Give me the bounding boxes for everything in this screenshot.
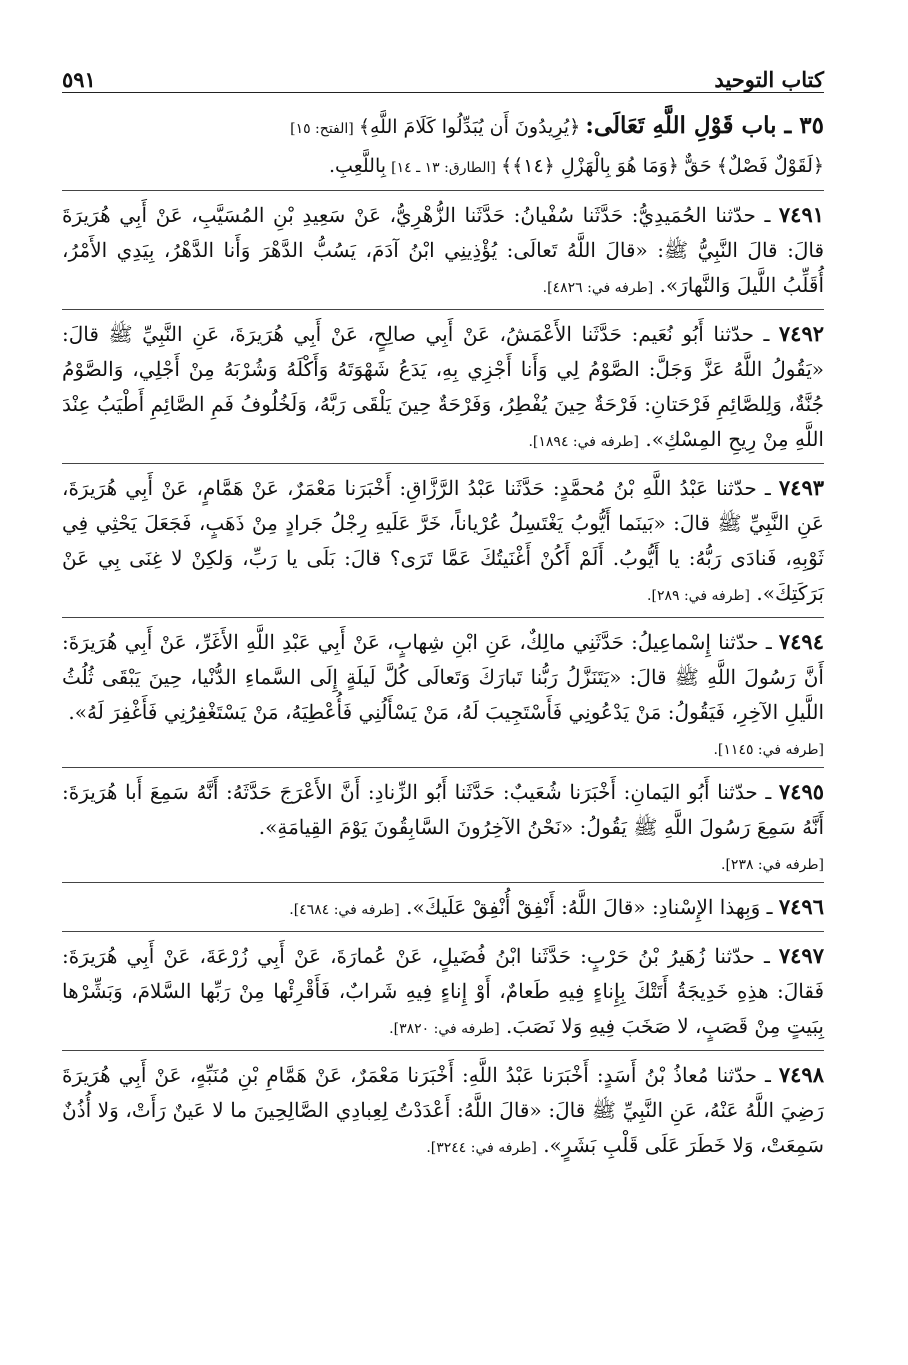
quran-verse-2: ﴿لَقَوْلٌ فَصْلٌ﴾	[716, 155, 824, 177]
quran-verse-3: ﴿وَمَا هُوَ بِالْهَزْلِ ﴿١٤﴾﴾	[500, 155, 679, 177]
hadith-reference: [طرفه في: ٤٨٢٦].	[542, 280, 654, 296]
hadith-number: ٧٤٩٦	[778, 894, 824, 919]
chapter-heading	[62, 107, 824, 187]
hadith-reference: [طرفه في: ٢٣٨].	[721, 857, 824, 873]
hadith-reference: [طرفه في: ٤٦٨٤].	[289, 902, 400, 918]
chapter-text-haqq: حَقٌّ	[684, 155, 712, 177]
hadith-text: ـ حدّثنا أَبُو اليَمانِ: أَخْبَرَنا شُعَيبٌ: حَدَّثَنا أَبُو الزِّنادِ: أَنَّ الأَعْرَجَ حَدَّثَهُ: أَنَّهُ سَمِعَ أَبا هُرَيرَةَ: أَنَّهُ سَمِعَ رَسُولَ اللَّهِ ﷺ يَقُولُ: «نَحْنُ الآخِرُونَ السَّابِقُونَ يَوْمَ القِيامَةِ».	[62, 780, 824, 839]
book-title: كتاب التوحيد	[714, 67, 824, 92]
hadith-7497	[62, 938, 824, 1047]
quran-verse-1: ﴿يُرِيدُونَ أَن يُبَدِّلُوا كَلَامَ اللَّهِ﴾	[358, 116, 581, 138]
hadith-reference: [طرفه في: ٣٨٢٠].	[389, 1021, 500, 1037]
hadith-text: ـ حدّثنا أَبُو نُعَيم: حَدَّثَنا الأَعْمَشُ، عَنْ أَبِي صالِحٍ، عَنْ أَبِي هُرَيرَةَ، عَنِ النَّبِيِّ ﷺ قالَ: «يَقُولُ اللَّهُ عَزَّ وَجَلَّ: الصَّوْمُ لِي وَأَنا أَجْزِي بِهِ، يَدَعُ شَهْوَتَهُ وَأَكْلَهُ وَشُرْبَهُ مِنْ أَجْلِي، وَالصَّوْمُ جُنَّةٌ، وَلِلصَّائِمِ فَرْحَتانِ: فَرْحَةٌ حِينَ يُفْطِرُ، وَفَرْحَةٌ حِينَ يَلْقَى رَبَّهُ، وَلَخُلُوفُ فَمِ الصَّائِمِ أَطْيَبُ عِنْدَ اللَّهِ مِنْ رِيحِ المِسْكِ».	[62, 322, 824, 451]
hadith-number: ٧٤٩٣	[778, 475, 825, 500]
hadith-7491	[62, 197, 824, 306]
hadith-text: ـ حدّثنا مُعاذُ بْنُ أَسَدٍ: أَخْبَرَنا عَبْدُ اللَّهِ: أَخْبَرَنا مَعْمَرٌ، عَنْ هَمَّامِ بْنِ مُنَبِّهٍ، عَنْ أَبِي هُرَيرَةَ رَضِيَ اللَّهُ عَنْهُ، عَنِ النَّبِيِّ ﷺ قالَ: «قالَ اللَّهُ: أَعْدَدْتُ لِعِبادِي الصَّالِحِينَ ما لا عَينٌ رَأَتْ، وَلا أُذُنٌ سَمِعَتْ، وَلا خَطَرَ عَلَى قَلْبِ بَشَرٍ».	[62, 1063, 824, 1157]
hadith-number: ٧٤٩٧	[778, 943, 824, 968]
chapter-title: ٣٥ ـ باب قَوْلِ اللَّهِ تَعَالَى:	[585, 112, 824, 139]
hadith-reference: [طرفه في: ٢٨٩].	[647, 588, 751, 604]
hadith-reference-line	[62, 736, 824, 764]
divider	[62, 931, 824, 932]
divider	[62, 617, 824, 618]
hadith-text: ـ حدّثنا إِسْماعِيلُ: حَدَّثَنِي مالِكٌ، عَنِ ابْنِ شِهابٍ، عَنْ أَبِي عَبْدِ اللَّهِ الأَغَرِّ، عَنْ أَبِي هُرَيرَةَ: أَنَّ رَسُولَ اللَّهِ ﷺ قالَ: «يَتَنَزَّلُ رَبُّنا تَبارَكَ وَتَعالَى كُلَّ لَيلَةٍ إِلَى السَّماءِ الدُّنْيا، حِينَ يَبْقَى ثُلُثُ اللَّيلِ الآخِرِ، فَيَقُولُ: مَنْ يَدْعُونِي فَأَسْتَجِيبَ لَهُ، مَنْ يَسْأَلُنِي فَأُعْطِيَهُ، مَنْ يَسْتَغْفِرُنِي فَأَغْفِرَ لَهُ».	[62, 630, 824, 724]
hadith-number: ٧٤٩٨	[778, 1062, 824, 1087]
hadith-text: ـ وَبِهذا الإِسْنادِ: «قالَ اللَّهُ: أَنْفِقْ أُنْفِقْ عَلَيكَ».	[406, 895, 773, 919]
hadith-7493	[62, 470, 824, 614]
hadith-reference: [طرفه في: ١١٤٥].	[713, 742, 824, 758]
hadith-7492	[62, 316, 824, 460]
hadith-reference: [طرفه في: ٣٢٤٤].	[426, 1140, 537, 1156]
hadith-reference: [طرفه في: ١٨٩٤].	[528, 434, 639, 450]
hadith-text: ـ حدّثنا الحُمَيدِيُّ: حَدَّثَنا سُفْيانُ: حَدَّثَنا الزُّهْرِيُّ، عَنْ سَعِيدِ بْنِ المُسَيَّبِ، عَنْ أَبِي هُرَيرَةَ قالَ: قالَ النَّبِيُّ ﷺ: «قالَ اللَّهُ تَعالَى: يُؤْذِينِي ابْنُ آدَمَ، يَسُبُّ الدَّهْرَ وَأَنا الدَّهْرُ، بِيَدِي الأَمْرُ، أُقَلِّبُ اللَّيلَ وَالنَّهارَ».	[62, 203, 824, 297]
divider	[62, 1050, 824, 1051]
divider	[62, 882, 824, 883]
chapter-text-end: بِاللَّعِبِ.	[329, 155, 387, 177]
verse-reference-2: [الطارق: ١٣ ـ ١٤]	[391, 160, 496, 176]
divider	[62, 309, 824, 310]
hadith-number: ٧٤٩٢	[778, 321, 825, 346]
hadith-text: ـ حدّثنا زُهَيرُ بْنُ حَرْبٍ: حَدَّثَنا ابْنُ فُضَيلٍ، عَنْ عُمارَةَ، عَنْ أَبِي زُرْعَةَ، عَنْ أَبِي هُرَيرَةَ: فَقالَ: هذِهِ خَدِيجَةُ أَتَتْكَ بِإِناءٍ فِيهِ طَعامٌ، أَوْ إِناءٍ فِيهِ شَرابٌ، فَأَقْرِئْها مِنْ رَبِّها السَّلامَ، وَبَشِّرْها بِبَيتٍ مِنْ قَصَبٍ، لا صَخَبَ فِيهِ وَلا نَصَبَ.	[62, 944, 824, 1038]
hadith-number: ٧٤٩١	[778, 202, 825, 227]
hadith-7496	[62, 889, 824, 928]
hadith-7498	[62, 1057, 824, 1166]
hadith-text: ـ حدّثنا عَبْدُ اللَّهِ بْنُ مُحمَّدٍ: حَدَّثَنا عَبْدُ الرَّزَّاقِ: أَخْبَرَنا مَعْمَرٌ، عَنْ هَمَّامٍ، عَنْ أَبِي هُرَيرَةَ، عَنِ النَّبِيِّ ﷺ قالَ: «بَينَما أَيُّوبُ يَغْتَسِلُ عُرْياناً، خَرَّ عَلَيهِ رِجْلُ جَرادٍ مِنْ ذَهَبٍ، فَجَعَلَ يَحْثِي فِي ثَوْبِهِ، فَنادَى رَبُّهُ: يا أَيُّوبُ. أَلَمْ أَكُنْ أَغْنَيتُكَ عَمَّا تَرَى؟ قالَ: بَلَى يا رَبِّ، وَلكِنْ لا غِنَى بِي عَنْ بَرَكَتِكَ».	[62, 476, 824, 605]
hadith-7495	[62, 774, 824, 845]
hadith-number: ٧٤٩٤	[778, 629, 824, 654]
hadith-number: ٧٤٩٥	[778, 779, 825, 804]
book-page	[62, 58, 824, 1166]
divider	[62, 463, 824, 464]
hadith-reference-line	[62, 851, 824, 879]
divider	[62, 767, 824, 768]
verse-reference-1: [الفتح: ١٥]	[290, 121, 354, 137]
running-header	[62, 58, 824, 93]
divider	[62, 190, 824, 191]
page-number: ٥٩١	[62, 67, 96, 92]
hadith-7494	[62, 624, 824, 730]
